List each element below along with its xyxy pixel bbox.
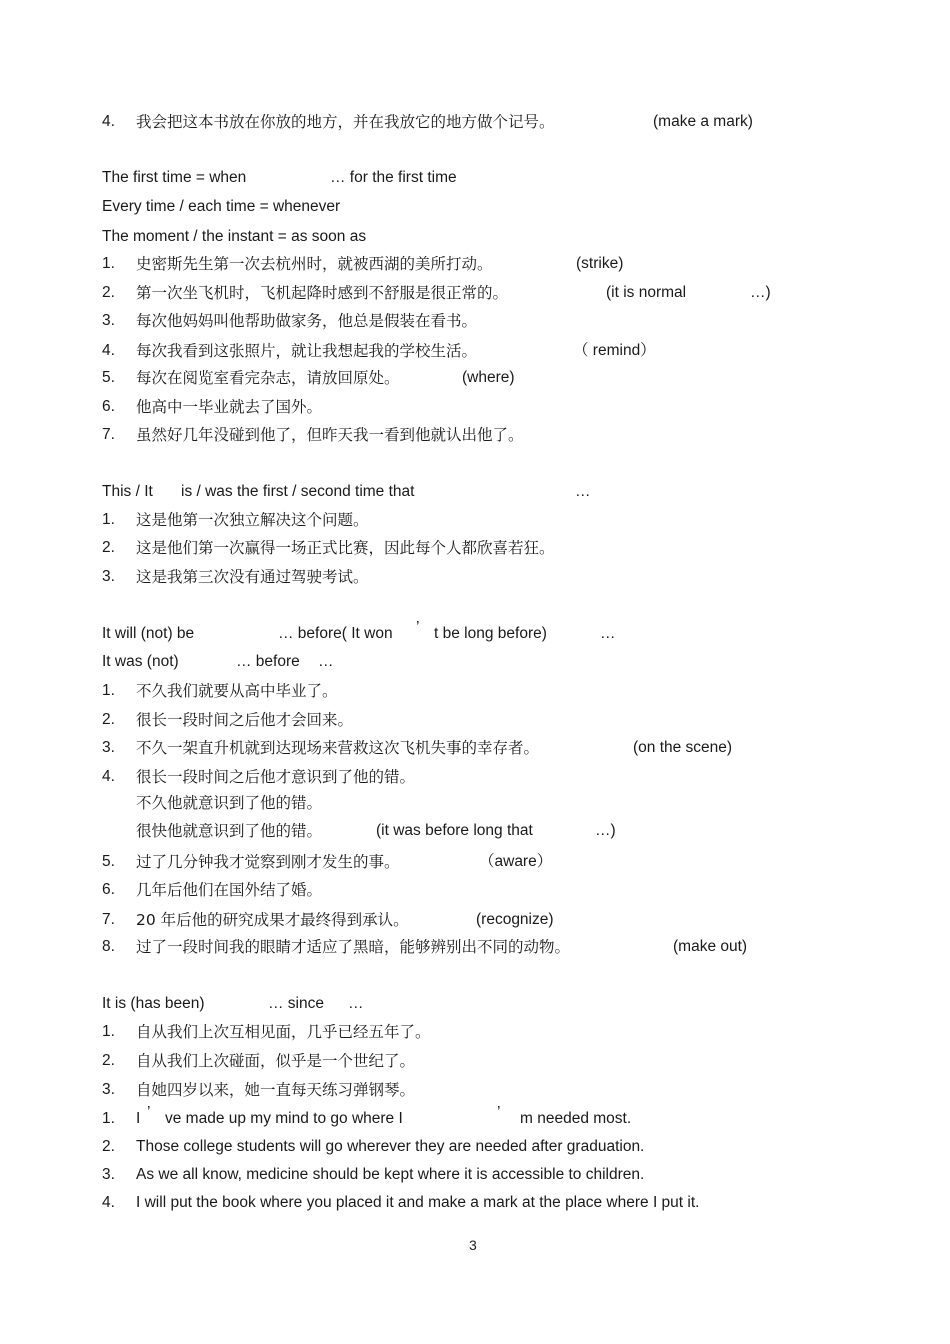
pattern-heading-cont: is / was the first / second time that: [181, 483, 415, 500]
pattern-heading: It is (has been): [102, 995, 205, 1012]
hint: (it was before long that: [376, 822, 533, 839]
apostrophe: ’: [147, 1104, 151, 1121]
hint: (on the scene): [633, 739, 733, 756]
chinese-sentence: 过了几分钟我才觉察到刚才发生的事。: [136, 853, 400, 871]
english-sentence: As we all know, medicine should be kept where it is accessible to children.: [136, 1166, 645, 1183]
item-number: 6.: [102, 881, 115, 898]
pattern-heading-ellipsis: …: [600, 625, 616, 642]
chinese-sentence: 每次在阅览室看完杂志，请放回原处。: [136, 369, 400, 387]
item-number: 2.: [102, 1052, 115, 1069]
item-number: 3.: [102, 1166, 115, 1183]
pattern-heading-cont: t be long before): [434, 625, 547, 642]
pattern-heading-cont: … before: [236, 653, 300, 670]
chinese-sentence: 虽然好几年没碰到他了，但昨天我一看到他就认出他了。: [136, 426, 524, 444]
item-number: 1.: [102, 511, 115, 528]
item-number: 1.: [102, 1110, 115, 1127]
chinese-sentence: 史密斯先生第一次去杭州时，就被西湖的美所打动。: [136, 255, 493, 273]
chinese-sentence: 不久我们就要从高中毕业了。: [136, 682, 338, 700]
chinese-sentence: 这是他第一次独立解决这个问题。: [136, 511, 369, 529]
item-number: 4.: [102, 113, 115, 130]
pattern-heading: Every time / each time = whenever: [102, 198, 341, 215]
item-number: 2.: [102, 711, 115, 728]
pattern-heading-ellipsis: …: [575, 483, 591, 500]
english-sentence: Those college students will go wherever they are needed after graduation.: [136, 1138, 645, 1155]
item-number: 4.: [102, 1194, 115, 1211]
apostrophe: ’: [497, 1104, 501, 1121]
pattern-heading: It will (not) be: [102, 625, 195, 642]
hint: (where): [462, 369, 515, 386]
item-number: 4.: [102, 768, 115, 785]
chinese-sentence: 他高中一毕业就去了国外。: [136, 398, 323, 416]
chinese-sentence: 很长一段时间之后他才会回来。: [136, 711, 354, 729]
chinese-sentence: 自从我们上次碰面，似乎是一个世纪了。: [136, 1052, 416, 1070]
pattern-heading: This / It: [102, 483, 153, 500]
english-sentence: I will put the book where you placed it and make a mark at the place where I put it.: [136, 1194, 700, 1211]
chinese-sentence: 这是我第三次没有通过驾驶考试。: [136, 568, 369, 586]
chinese-sentence-variant: 很快他就意识到了他的错。: [136, 822, 323, 840]
item-number: 6.: [102, 398, 115, 415]
chinese-sentence: 自她四岁以来，她一直每天练习弹钢琴。: [136, 1081, 416, 1099]
hint-cont: …): [750, 284, 771, 301]
chinese-sentence: 第一次坐飞机时，飞机起降时感到不舒服是很正常的。: [136, 284, 509, 302]
item-number: 7.: [102, 426, 115, 443]
pattern-heading-cont: … since: [268, 995, 324, 1012]
chinese-sentence: 每次他妈妈叫他帮助做家务，他总是假装在看书。: [136, 312, 478, 330]
pattern-heading: The first time = when: [102, 169, 247, 186]
chinese-sentence: 我会把这本书放在你放的地方，并在我放它的地方做个记号。: [136, 113, 555, 131]
hint: （ remind）: [573, 342, 656, 359]
english-sentence: m needed most.: [520, 1110, 632, 1127]
item-number: 1.: [102, 682, 115, 699]
item-number: 2.: [102, 539, 115, 556]
chinese-sentence: 几年后他们在国外结了婚。: [136, 881, 323, 899]
chinese-sentence: 每次我看到这张照片，就让我想起我的学校生活。: [136, 342, 478, 360]
item-number: 3.: [102, 1081, 115, 1098]
hint-cont: …): [595, 822, 616, 839]
item-number: 1.: [102, 1023, 115, 1040]
item-number: 2.: [102, 284, 115, 301]
pattern-heading-cont: … for the first time: [330, 169, 457, 186]
item-number: 2.: [102, 1138, 115, 1155]
pattern-heading-ellipsis: …: [318, 653, 334, 670]
pattern-heading: It was (not): [102, 653, 179, 670]
hint: （aware）: [479, 853, 553, 870]
pattern-heading: The moment / the instant = as soon as: [102, 228, 367, 245]
english-sentence: ve made up my mind to go where I: [165, 1110, 403, 1127]
chinese-sentence: 不久一架直升机就到达现场来营救这次飞机失事的幸存者。: [136, 739, 540, 757]
page-number: 3: [469, 1237, 477, 1253]
chinese-sentence: 很长一段时间之后他才意识到了他的错。: [136, 768, 416, 786]
hint: (it is normal: [606, 284, 687, 301]
item-number: 7.: [102, 911, 115, 928]
chinese-sentence-variant: 不久他就意识到了他的错。: [136, 794, 323, 812]
chinese-sentence: 自从我们上次互相见面，几乎已经五年了。: [136, 1023, 431, 1041]
pattern-heading-ellipsis: …: [348, 995, 364, 1012]
hint: (make a mark): [653, 113, 753, 130]
item-number: 8.: [102, 938, 115, 955]
item-number: 4.: [102, 342, 115, 359]
item-number: 3.: [102, 312, 115, 329]
pattern-heading-cont: … before( It won: [278, 625, 393, 642]
item-number: 3.: [102, 568, 115, 585]
hint: (make out): [673, 938, 748, 955]
hint: (recognize): [476, 911, 554, 928]
chinese-sentence: 过了一段时间我的眼睛才适应了黑暗，能够辨别出不同的动物。: [136, 938, 571, 956]
apostrophe: ’: [416, 619, 420, 636]
chinese-sentence: 这是他们第一次赢得一场正式比赛，因此每个人都欣喜若狂。: [136, 539, 555, 557]
chinese-sentence: 20 年后他的研究成果才最终得到承认。: [136, 911, 409, 929]
item-number: 3.: [102, 739, 115, 756]
hint: (strike): [576, 255, 624, 272]
item-number: 1.: [102, 255, 115, 272]
item-number: 5.: [102, 853, 115, 870]
english-sentence: I: [136, 1110, 141, 1127]
item-number: 5.: [102, 369, 115, 386]
